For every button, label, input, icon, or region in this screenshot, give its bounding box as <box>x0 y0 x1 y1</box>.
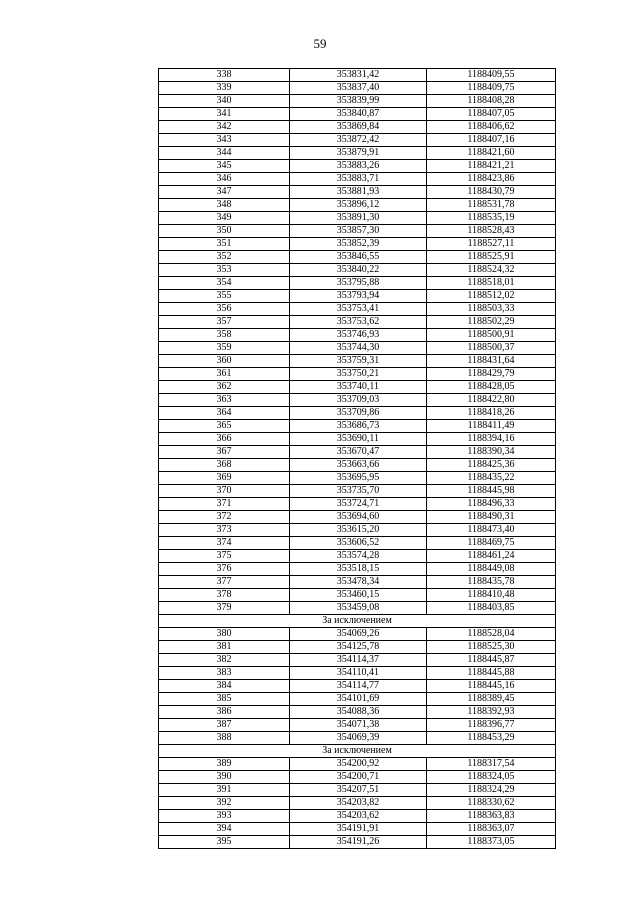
x-coordinate-cell: 353459,08 <box>290 602 427 615</box>
y-coordinate-cell: 1188453,29 <box>427 732 556 745</box>
point-number-cell: 392 <box>159 797 290 810</box>
point-number-cell: 338 <box>159 69 290 82</box>
point-number-cell: 395 <box>159 836 290 849</box>
y-coordinate-cell: 1188407,05 <box>427 108 556 121</box>
coordinates-table-body <box>159 69 556 849</box>
table-row <box>159 836 556 849</box>
x-coordinate-cell: 353663,66 <box>290 459 427 472</box>
table-row <box>159 550 556 563</box>
y-coordinate-cell: 1188445,88 <box>427 667 556 680</box>
x-coordinate-cell: 353793,94 <box>290 290 427 303</box>
point-number-cell: 366 <box>159 433 290 446</box>
x-coordinate-cell: 353744,30 <box>290 342 427 355</box>
point-number-cell: 389 <box>159 758 290 771</box>
x-coordinate-cell: 354125,78 <box>290 641 427 654</box>
point-number-cell: 359 <box>159 342 290 355</box>
x-coordinate-cell: 354203,62 <box>290 810 427 823</box>
point-number-cell: 369 <box>159 472 290 485</box>
x-coordinate-cell: 353460,15 <box>290 589 427 602</box>
y-coordinate-cell: 1188431,64 <box>427 355 556 368</box>
y-coordinate-cell: 1188429,79 <box>427 368 556 381</box>
y-coordinate-cell: 1188528,04 <box>427 628 556 641</box>
point-number-cell: 384 <box>159 680 290 693</box>
x-coordinate-cell: 353837,40 <box>290 82 427 95</box>
y-coordinate-cell: 1188403,85 <box>427 602 556 615</box>
table-row <box>159 732 556 745</box>
y-coordinate-cell: 1188490,31 <box>427 511 556 524</box>
table-row <box>159 641 556 654</box>
x-coordinate-cell: 353690,11 <box>290 433 427 446</box>
y-coordinate-cell: 1188461,24 <box>427 550 556 563</box>
table-row <box>159 589 556 602</box>
y-coordinate-cell: 1188409,75 <box>427 82 556 95</box>
table-row <box>159 329 556 342</box>
point-number-cell: 361 <box>159 368 290 381</box>
table-row <box>159 602 556 615</box>
point-number-cell: 360 <box>159 355 290 368</box>
y-coordinate-cell: 1188406,62 <box>427 121 556 134</box>
point-number-cell: 356 <box>159 303 290 316</box>
x-coordinate-cell: 353615,20 <box>290 524 427 537</box>
y-coordinate-cell: 1188394,16 <box>427 433 556 446</box>
point-number-cell: 343 <box>159 134 290 147</box>
table-row <box>159 654 556 667</box>
table-row <box>159 69 556 82</box>
point-number-cell: 364 <box>159 407 290 420</box>
x-coordinate-cell: 353753,41 <box>290 303 427 316</box>
table-row <box>159 823 556 836</box>
point-number-cell: 370 <box>159 485 290 498</box>
x-coordinate-cell: 354200,71 <box>290 771 427 784</box>
point-number-cell: 350 <box>159 225 290 238</box>
y-coordinate-cell: 1188469,75 <box>427 537 556 550</box>
table-row <box>159 680 556 693</box>
x-coordinate-cell: 354203,82 <box>290 797 427 810</box>
point-number-cell: 376 <box>159 563 290 576</box>
x-coordinate-cell: 353872,42 <box>290 134 427 147</box>
y-coordinate-cell: 1188531,78 <box>427 199 556 212</box>
y-coordinate-cell: 1188445,87 <box>427 654 556 667</box>
point-number-cell: 387 <box>159 719 290 732</box>
x-coordinate-cell: 354207,51 <box>290 784 427 797</box>
y-coordinate-cell: 1188330,62 <box>427 797 556 810</box>
table-row <box>159 251 556 264</box>
x-coordinate-cell: 353879,91 <box>290 147 427 160</box>
table-row <box>159 160 556 173</box>
point-number-cell: 382 <box>159 654 290 667</box>
y-coordinate-cell: 1188324,05 <box>427 771 556 784</box>
table-row <box>159 82 556 95</box>
y-coordinate-cell: 1188500,91 <box>427 329 556 342</box>
point-number-cell: 374 <box>159 537 290 550</box>
table-row <box>159 225 556 238</box>
point-number-cell: 368 <box>159 459 290 472</box>
y-coordinate-cell: 1188525,30 <box>427 641 556 654</box>
x-coordinate-cell: 353839,99 <box>290 95 427 108</box>
point-number-cell: 357 <box>159 316 290 329</box>
section-label: За исключением <box>159 745 556 758</box>
y-coordinate-cell: 1188422,80 <box>427 394 556 407</box>
x-coordinate-cell: 354200,92 <box>290 758 427 771</box>
table-row <box>159 667 556 680</box>
y-coordinate-cell: 1188392,93 <box>427 706 556 719</box>
x-coordinate-cell: 353670,47 <box>290 446 427 459</box>
x-coordinate-cell: 354191,26 <box>290 836 427 849</box>
table-row <box>159 771 556 784</box>
y-coordinate-cell: 1188425,36 <box>427 459 556 472</box>
y-coordinate-cell: 1188500,37 <box>427 342 556 355</box>
x-coordinate-cell: 353883,71 <box>290 173 427 186</box>
x-coordinate-cell: 354071,38 <box>290 719 427 732</box>
table-row <box>159 238 556 251</box>
x-coordinate-cell: 353606,52 <box>290 537 427 550</box>
x-coordinate-cell: 353881,93 <box>290 186 427 199</box>
point-number-cell: 363 <box>159 394 290 407</box>
x-coordinate-cell: 354101,69 <box>290 693 427 706</box>
x-coordinate-cell: 353694,60 <box>290 511 427 524</box>
x-coordinate-cell: 354114,77 <box>290 680 427 693</box>
point-number-cell: 349 <box>159 212 290 225</box>
table-row <box>159 433 556 446</box>
point-number-cell: 347 <box>159 186 290 199</box>
x-coordinate-cell: 353753,62 <box>290 316 427 329</box>
table-row <box>159 368 556 381</box>
y-coordinate-cell: 1188518,01 <box>427 277 556 290</box>
table-row <box>159 173 556 186</box>
table-row <box>159 342 556 355</box>
x-coordinate-cell: 354191,91 <box>290 823 427 836</box>
point-number-cell: 391 <box>159 784 290 797</box>
table-row <box>159 576 556 589</box>
x-coordinate-cell: 353896,12 <box>290 199 427 212</box>
x-coordinate-cell: 353750,21 <box>290 368 427 381</box>
x-coordinate-cell: 353709,03 <box>290 394 427 407</box>
x-coordinate-cell: 353518,15 <box>290 563 427 576</box>
y-coordinate-cell: 1188502,29 <box>427 316 556 329</box>
table-row <box>159 797 556 810</box>
x-coordinate-cell: 353840,22 <box>290 264 427 277</box>
x-coordinate-cell: 354069,39 <box>290 732 427 745</box>
y-coordinate-cell: 1188363,07 <box>427 823 556 836</box>
y-coordinate-cell: 1188390,34 <box>427 446 556 459</box>
point-number-cell: 358 <box>159 329 290 342</box>
section-row <box>159 615 556 628</box>
table-row <box>159 316 556 329</box>
table-row <box>159 563 556 576</box>
y-coordinate-cell: 1188503,33 <box>427 303 556 316</box>
point-number-cell: 339 <box>159 82 290 95</box>
x-coordinate-cell: 353724,71 <box>290 498 427 511</box>
y-coordinate-cell: 1188527,11 <box>427 238 556 251</box>
point-number-cell: 371 <box>159 498 290 511</box>
table-row <box>159 511 556 524</box>
y-coordinate-cell: 1188407,16 <box>427 134 556 147</box>
y-coordinate-cell: 1188409,55 <box>427 69 556 82</box>
point-number-cell: 390 <box>159 771 290 784</box>
x-coordinate-cell: 353574,28 <box>290 550 427 563</box>
x-coordinate-cell: 353709,86 <box>290 407 427 420</box>
table-row <box>159 459 556 472</box>
y-coordinate-cell: 1188445,16 <box>427 680 556 693</box>
point-number-cell: 351 <box>159 238 290 251</box>
table-row <box>159 693 556 706</box>
table-row <box>159 446 556 459</box>
table-row <box>159 147 556 160</box>
page-number: 59 <box>313 36 327 51</box>
table-row <box>159 277 556 290</box>
table-row <box>159 498 556 511</box>
x-coordinate-cell: 353846,55 <box>290 251 427 264</box>
y-coordinate-cell: 1188389,45 <box>427 693 556 706</box>
y-coordinate-cell: 1188525,91 <box>427 251 556 264</box>
x-coordinate-cell: 354114,37 <box>290 654 427 667</box>
x-coordinate-cell: 353686,73 <box>290 420 427 433</box>
y-coordinate-cell: 1188528,43 <box>427 225 556 238</box>
point-number-cell: 341 <box>159 108 290 121</box>
point-number-cell: 394 <box>159 823 290 836</box>
x-coordinate-cell: 353840,87 <box>290 108 427 121</box>
table-row <box>159 485 556 498</box>
point-number-cell: 383 <box>159 667 290 680</box>
table-row <box>159 264 556 277</box>
y-coordinate-cell: 1188430,79 <box>427 186 556 199</box>
y-coordinate-cell: 1188418,26 <box>427 407 556 420</box>
x-coordinate-cell: 353883,26 <box>290 160 427 173</box>
y-coordinate-cell: 1188421,21 <box>427 160 556 173</box>
x-coordinate-cell: 353852,39 <box>290 238 427 251</box>
point-number-cell: 342 <box>159 121 290 134</box>
table-row <box>159 355 556 368</box>
table-row <box>159 407 556 420</box>
y-coordinate-cell: 1188317,54 <box>427 758 556 771</box>
x-coordinate-cell: 353891,30 <box>290 212 427 225</box>
section-label: За исключением <box>159 615 556 628</box>
point-number-cell: 375 <box>159 550 290 563</box>
table-row <box>159 121 556 134</box>
x-coordinate-cell: 354069,26 <box>290 628 427 641</box>
table-row <box>159 394 556 407</box>
point-number-cell: 354 <box>159 277 290 290</box>
y-coordinate-cell: 1188396,77 <box>427 719 556 732</box>
table-row <box>159 472 556 485</box>
point-number-cell: 373 <box>159 524 290 537</box>
table-row <box>159 290 556 303</box>
table-row <box>159 524 556 537</box>
y-coordinate-cell: 1188449,08 <box>427 563 556 576</box>
y-coordinate-cell: 1188496,33 <box>427 498 556 511</box>
x-coordinate-cell: 353759,31 <box>290 355 427 368</box>
point-number-cell: 346 <box>159 173 290 186</box>
table-row <box>159 303 556 316</box>
point-number-cell: 388 <box>159 732 290 745</box>
table-row <box>159 719 556 732</box>
coordinates-table <box>158 68 556 849</box>
table-row <box>159 186 556 199</box>
y-coordinate-cell: 1188410,48 <box>427 589 556 602</box>
x-coordinate-cell: 353857,30 <box>290 225 427 238</box>
point-number-cell: 380 <box>159 628 290 641</box>
y-coordinate-cell: 1188373,05 <box>427 836 556 849</box>
point-number-cell: 362 <box>159 381 290 394</box>
y-coordinate-cell: 1188408,28 <box>427 95 556 108</box>
y-coordinate-cell: 1188411,49 <box>427 420 556 433</box>
y-coordinate-cell: 1188473,40 <box>427 524 556 537</box>
table-row <box>159 381 556 394</box>
point-number-cell: 344 <box>159 147 290 160</box>
x-coordinate-cell: 353735,70 <box>290 485 427 498</box>
table-row <box>159 706 556 719</box>
table-row <box>159 628 556 641</box>
table-row <box>159 810 556 823</box>
point-number-cell: 367 <box>159 446 290 459</box>
point-number-cell: 372 <box>159 511 290 524</box>
point-number-cell: 365 <box>159 420 290 433</box>
table-row <box>159 537 556 550</box>
y-coordinate-cell: 1188535,19 <box>427 212 556 225</box>
point-number-cell: 352 <box>159 251 290 264</box>
table-row <box>159 108 556 121</box>
x-coordinate-cell: 353478,34 <box>290 576 427 589</box>
point-number-cell: 381 <box>159 641 290 654</box>
y-coordinate-cell: 1188421,60 <box>427 147 556 160</box>
y-coordinate-cell: 1188435,78 <box>427 576 556 589</box>
table-row <box>159 199 556 212</box>
y-coordinate-cell: 1188445,98 <box>427 485 556 498</box>
x-coordinate-cell: 354110,41 <box>290 667 427 680</box>
x-coordinate-cell: 353831,42 <box>290 69 427 82</box>
point-number-cell: 379 <box>159 602 290 615</box>
x-coordinate-cell: 353795,88 <box>290 277 427 290</box>
x-coordinate-cell: 353695,95 <box>290 472 427 485</box>
x-coordinate-cell: 354088,36 <box>290 706 427 719</box>
table-row <box>159 758 556 771</box>
y-coordinate-cell: 1188363,83 <box>427 810 556 823</box>
table-row <box>159 420 556 433</box>
point-number-cell: 393 <box>159 810 290 823</box>
x-coordinate-cell: 353869,84 <box>290 121 427 134</box>
point-number-cell: 377 <box>159 576 290 589</box>
point-number-cell: 355 <box>159 290 290 303</box>
table-row <box>159 212 556 225</box>
point-number-cell: 348 <box>159 199 290 212</box>
y-coordinate-cell: 1188435,22 <box>427 472 556 485</box>
y-coordinate-cell: 1188324,29 <box>427 784 556 797</box>
table-row <box>159 95 556 108</box>
x-coordinate-cell: 353746,93 <box>290 329 427 342</box>
point-number-cell: 385 <box>159 693 290 706</box>
point-number-cell: 340 <box>159 95 290 108</box>
y-coordinate-cell: 1188512,02 <box>427 290 556 303</box>
point-number-cell: 386 <box>159 706 290 719</box>
point-number-cell: 378 <box>159 589 290 602</box>
x-coordinate-cell: 353740,11 <box>290 381 427 394</box>
y-coordinate-cell: 1188524,32 <box>427 264 556 277</box>
point-number-cell: 353 <box>159 264 290 277</box>
y-coordinate-cell: 1188428,05 <box>427 381 556 394</box>
point-number-cell: 345 <box>159 160 290 173</box>
y-coordinate-cell: 1188423,86 <box>427 173 556 186</box>
section-row <box>159 745 556 758</box>
table-row <box>159 784 556 797</box>
table-row <box>159 134 556 147</box>
